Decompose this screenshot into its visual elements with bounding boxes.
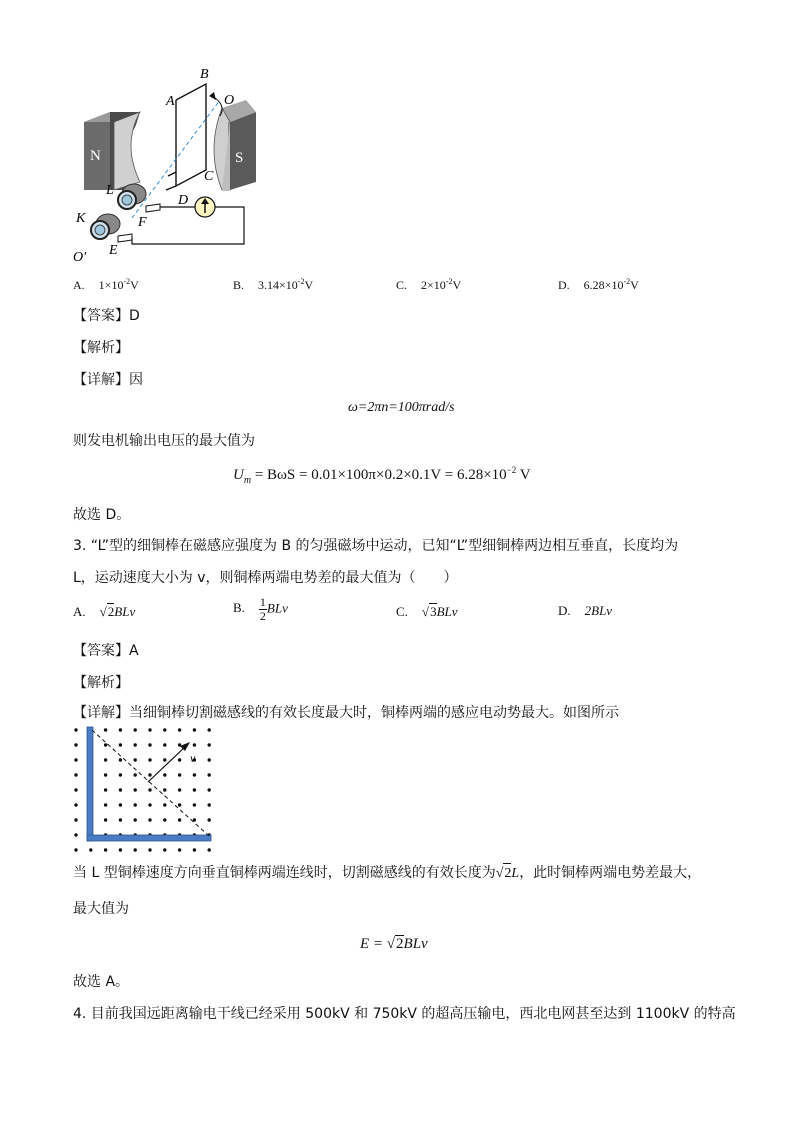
field-dot <box>104 728 107 731</box>
field-dot <box>74 758 77 761</box>
svg-text:A: A <box>166 94 175 109</box>
velocity-label: v <box>190 751 196 765</box>
field-dot <box>148 728 151 731</box>
q3-stem-line1: 3. “L”型的细铜棒在磁感应强度为 B 的匀强磁场中运动，已知“L”型细铜棒两边相互垂直，长度均为 <box>73 538 679 554</box>
brush-f <box>146 204 160 212</box>
brush-e <box>118 234 132 242</box>
field-dot <box>208 848 211 851</box>
field-dot <box>119 758 122 761</box>
field-dot <box>104 788 107 791</box>
field-dot <box>193 728 196 731</box>
q3-detail: 【详解】当细铜棒切割磁感线的有效长度最大时，铜棒两端的感应电动势最大。如图所示 <box>73 705 619 721</box>
field-dot <box>208 803 211 806</box>
field-dot <box>163 728 166 731</box>
svg-text:S: S <box>235 150 244 166</box>
field-dot <box>163 773 166 776</box>
q3-answer: 【答案】A <box>73 643 139 659</box>
q2-option-d: D. $6.28\times 10^{-2}V$ <box>558 277 639 292</box>
magnet-s <box>214 100 256 190</box>
field-dot <box>74 728 77 731</box>
field-dot <box>193 743 196 746</box>
field-dot <box>208 818 211 821</box>
q3-e-formula: E = √2BLv <box>360 936 428 952</box>
q2-option-c: C. $2\times 10^{-2}V$ <box>396 277 462 292</box>
field-dot <box>178 758 181 761</box>
field-dot <box>208 758 211 761</box>
field-dot <box>74 848 77 851</box>
q2-line2: 则发电机输出电压的最大值为 <box>73 433 255 449</box>
field-dot <box>163 743 166 746</box>
field-dot <box>163 788 166 791</box>
field-dot <box>119 773 122 776</box>
q3-after-fig-line1: 当 L 型铜棒速度方向垂直铜棒两端连线时，切割磁感线的有效长度为√2L，此时铜棒两端电势差最大， <box>73 863 701 884</box>
field-dot <box>163 818 166 821</box>
field-dot <box>119 788 122 791</box>
svg-text:D: D <box>178 193 189 208</box>
field-dot <box>208 743 211 746</box>
q2-omega-formula: ω=2πn=100πrad/s <box>348 400 455 415</box>
field-dot <box>148 818 151 821</box>
q3-analysis-tag: 【解析】 <box>73 675 129 691</box>
q2-conclusion: 故选 D。 <box>73 507 131 523</box>
svg-text:O′: O′ <box>73 250 87 265</box>
q2-um-formula: $U_m = B\omega S = 0.01\times 100\pi\times 0.2\times 0.1V = 6.28\times 10^{-2}$ V <box>233 465 531 486</box>
svg-text:B: B <box>200 67 209 82</box>
field-dot <box>119 848 122 851</box>
field-dot <box>163 803 166 806</box>
slip-ring-lower <box>91 214 120 239</box>
field-dot <box>104 773 107 776</box>
field-dot <box>134 743 137 746</box>
q2-option-b: B. $3.14\times 10^{-2}V$ <box>233 277 314 292</box>
field-dot <box>134 803 137 806</box>
field-dot <box>148 803 151 806</box>
field-dot <box>119 728 122 731</box>
field-dot <box>134 773 137 776</box>
field-dot <box>119 818 122 821</box>
field-dot <box>208 773 211 776</box>
field-dot <box>134 818 137 821</box>
field-dot <box>193 848 196 851</box>
field-dot <box>89 848 92 851</box>
field-dot <box>163 758 166 761</box>
field-dot <box>208 728 211 731</box>
svg-text:C: C <box>204 169 214 184</box>
field-dot <box>74 743 77 746</box>
field-dot <box>104 758 107 761</box>
generator-figure <box>70 60 260 265</box>
field-dot <box>104 848 107 851</box>
svg-text:N: N <box>90 148 101 164</box>
field-dot <box>163 848 166 851</box>
field-dot <box>134 758 137 761</box>
field-dot <box>134 728 137 731</box>
field-dot <box>148 743 151 746</box>
q4-stem-line1: 4. 目前我国远距离输电干线已经采用 500kV 和 750kV 的超高压输电，西北电网甚至达到 1100kV 的特高 <box>73 1006 736 1022</box>
field-dot <box>104 803 107 806</box>
ammeter <box>195 197 215 217</box>
q2-detail: 【详解】因 <box>73 372 143 388</box>
rod-vertical <box>87 727 93 841</box>
svg-text:O: O <box>224 93 235 108</box>
q2-analysis-tag: 【解析】 <box>73 340 129 356</box>
field-dot <box>119 803 122 806</box>
svg-text:F: F <box>138 215 147 230</box>
field-dot <box>119 743 122 746</box>
q2-answer: 【答案】D <box>73 308 140 324</box>
field-dot <box>178 818 181 821</box>
field-dot <box>134 848 137 851</box>
field-dot <box>178 848 181 851</box>
q3-conclusion: 故选 A。 <box>73 974 130 990</box>
field-dot <box>178 803 181 806</box>
magnet-n <box>84 112 140 190</box>
field-dot <box>208 788 211 791</box>
field-dot <box>134 788 137 791</box>
q3-option-d: D. 2BLv <box>558 603 613 618</box>
q3-option-a: A. √2BLv <box>73 604 136 619</box>
q3-option-b: B. $\frac{1}{2}$ BLv <box>233 595 288 623</box>
rod-horizontal <box>87 835 211 841</box>
field-dot <box>178 773 181 776</box>
field-dot <box>74 788 77 791</box>
field-dot <box>178 728 181 731</box>
field-dot <box>178 788 181 791</box>
q2-option-a: A. $1\times 10^{-2}V$ <box>73 277 139 292</box>
field-dot <box>148 848 151 851</box>
rotation-arrow <box>215 98 222 116</box>
field-dot <box>104 743 107 746</box>
field-dot <box>193 773 196 776</box>
svg-text:E: E <box>109 243 118 258</box>
field-dot <box>148 788 151 791</box>
external-circuit <box>132 207 244 244</box>
q3-stem-line2: L，运动速度大小为 v，则铜棒两端电势差的最大值为（ ） <box>73 570 458 586</box>
q3-option-c: C. √3BLv <box>396 604 458 619</box>
field-dot <box>74 773 77 776</box>
svg-text:L: L <box>106 183 114 198</box>
field-dot <box>74 833 77 836</box>
field-dot <box>148 758 151 761</box>
field-dot <box>104 818 107 821</box>
velocity-arrow <box>148 746 186 782</box>
l-rod-figure <box>70 724 215 854</box>
field-dot <box>193 788 196 791</box>
svg-text:K: K <box>76 211 86 226</box>
field-dot <box>74 803 77 806</box>
field-dot <box>193 803 196 806</box>
q3-after-fig-line2: 最大值为 <box>73 901 129 917</box>
magnetic-field-dots <box>74 728 211 851</box>
field-dot <box>74 818 77 821</box>
field-dot <box>148 773 151 776</box>
